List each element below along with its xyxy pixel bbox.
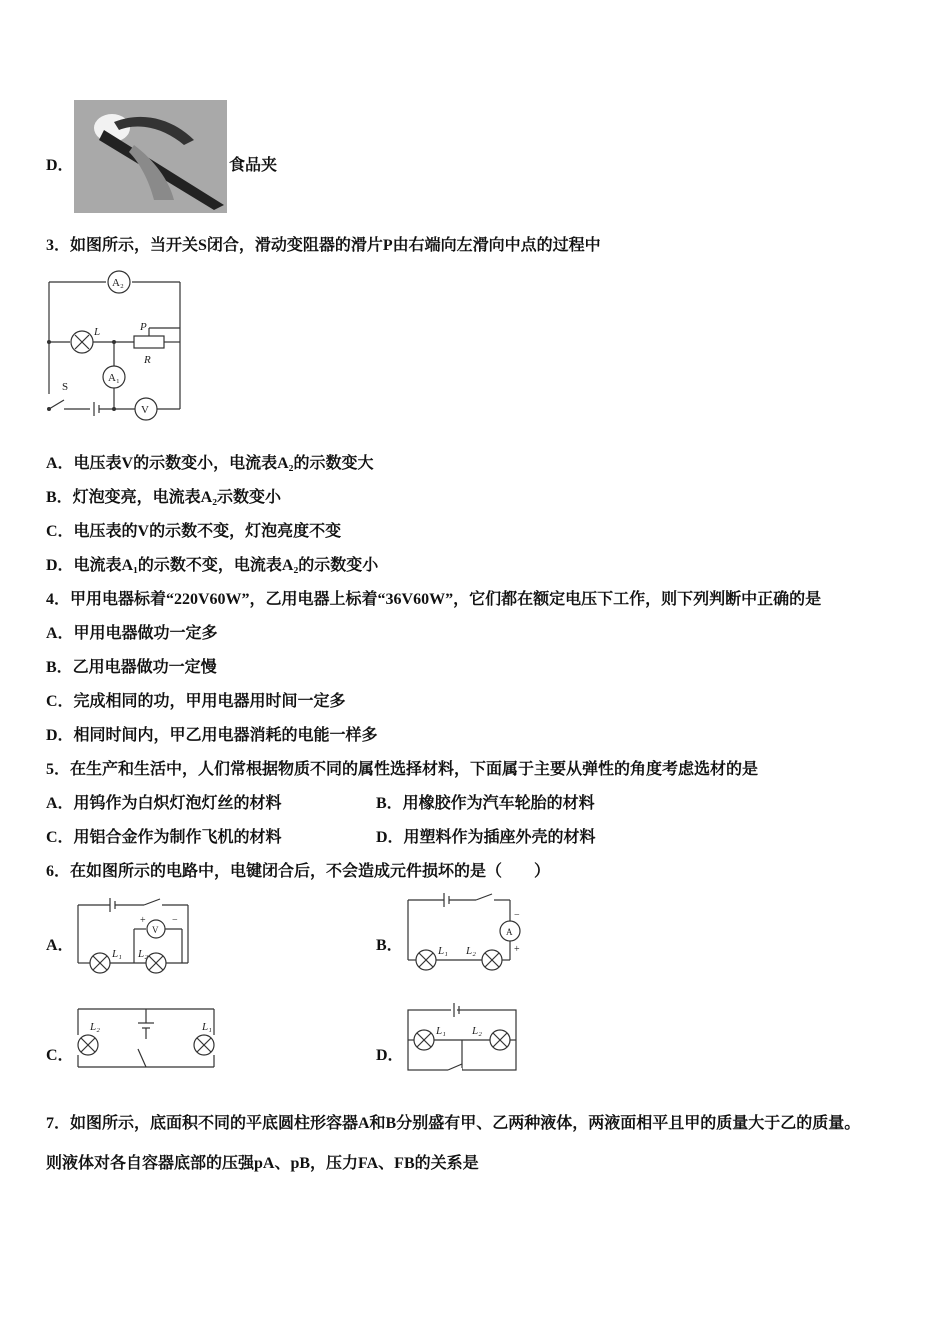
q7-stem-line2: 则液体对各自容器底部的压强pA、pB，压力FA、FB的关系是 xyxy=(46,1155,479,1172)
q6a-l2-label: L₂ xyxy=(138,948,148,960)
q4-option-a: A．甲用电器做功一定多 xyxy=(46,625,218,642)
q3-a1-label: A₁ xyxy=(108,372,120,384)
q6-circuit-a xyxy=(76,895,192,975)
q5-option-a: A．用钨作为白炽灯泡灯丝的材料 xyxy=(46,795,282,812)
q3-option-a: A．电压表V的示数变小，电流表A₂的示数变大 xyxy=(46,455,374,472)
q4-option-d: D．相同时间内，甲乙用电器消耗的电能一样多 xyxy=(46,727,378,744)
q3-v-label: V xyxy=(141,404,149,416)
q3-p-label: P xyxy=(140,321,147,333)
q6c-l2-label: L₂ xyxy=(90,1021,100,1033)
q6-circuit-b xyxy=(406,890,530,972)
q6c-l1-label: L₁ xyxy=(202,1021,212,1033)
q6b-l1-label: L₁ xyxy=(438,945,448,957)
q6a-minus-label: − xyxy=(172,915,178,926)
q2-option-d-text: 食品夹 xyxy=(229,157,278,174)
q3-circuit-diagram xyxy=(44,272,184,417)
q6a-l1-label: L₁ xyxy=(112,948,122,960)
food-clip-illustration xyxy=(74,100,227,213)
food-clip-photo xyxy=(74,100,227,213)
q6b-l2-label: L₂ xyxy=(466,945,476,957)
q6-option-d-label: D． xyxy=(376,1047,404,1064)
q3-a2-label: A₂ xyxy=(112,277,124,289)
q6d-l1-label: L₁ xyxy=(436,1025,446,1037)
q4-option-b: B．乙用电器做功一定慢 xyxy=(46,659,217,676)
q5-option-c: C．用铝合金作为制作飞机的材料 xyxy=(46,829,282,846)
q3-s-label: S xyxy=(62,381,69,393)
q6b-a-label: A xyxy=(506,927,513,937)
q5-option-d: D．用塑料作为插座外壳的材料 xyxy=(376,829,596,846)
q6a-plus-label: + xyxy=(140,915,146,926)
q3-l-label: L xyxy=(94,326,101,338)
q3-r-label: R xyxy=(144,354,151,366)
q3-option-d: D．电流表A₁的示数不变，电流表A₂的示数变小 xyxy=(46,557,379,574)
q7-stem-line1: 7．如图所示，底面积不同的平底圆柱形容器A和B分别盛有甲、乙两种液体，两液面相平且甲的质量大于乙的质量。 xyxy=(46,1115,861,1132)
q6b-minus-label: − xyxy=(514,910,520,921)
q6-stem: 6．在如图所示的电路中，电键闭合后，不会造成元件损坏的是（ ） xyxy=(46,863,551,880)
q3-option-b: B．灯泡变亮，电流表A₂示数变小 xyxy=(46,489,282,506)
q6-circuit-c xyxy=(76,1005,218,1071)
q4-option-c: C．完成相同的功，甲用电器用时间一定多 xyxy=(46,693,346,710)
q5-stem: 5．在生产和生活中，人们常根据物质不同的属性选择材料，下面属于主要从弹性的角度考虑选材的是 xyxy=(46,761,759,778)
q6-option-a-label: A． xyxy=(46,937,74,954)
q2-option-d-label: D． xyxy=(46,157,74,174)
q6a-v-label: V xyxy=(152,925,159,935)
q3-option-c: C．电压表的V的示数不变，灯泡亮度不变 xyxy=(46,523,342,540)
q5-option-b: B．用橡胶作为汽车轮胎的材料 xyxy=(376,795,595,812)
q6-option-c-label: C． xyxy=(46,1047,74,1064)
q6-option-b-label: B． xyxy=(376,937,403,954)
q3-stem: 3．如图所示，当开关S闭合，滑动变阻器的滑片P由右端向左滑向中点的过程中 xyxy=(46,237,601,254)
q4-stem: 4．甲用电器标着“220V60W”，乙用电器上标着“36V60W”，它们都在额定电压下工作，则下列判断中正确的是 xyxy=(46,591,822,608)
q6-circuit-d xyxy=(406,1002,518,1074)
q6d-l2-label: L₂ xyxy=(472,1025,482,1037)
q6b-plus-label: + xyxy=(514,944,520,955)
